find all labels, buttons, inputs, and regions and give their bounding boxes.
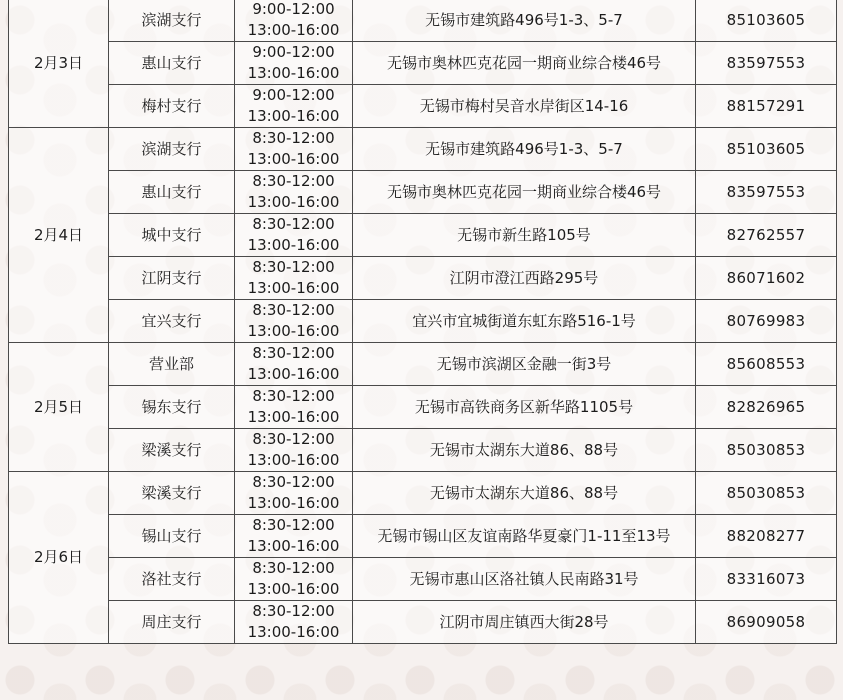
- morning-hours: 8:30-12:00: [252, 602, 335, 620]
- table-row: [9, 558, 837, 601]
- afternoon-hours: 13:00-16:00: [247, 365, 340, 383]
- afternoon-hours: 13:00-16:00: [247, 107, 340, 125]
- branch-name-cell: 营业部: [109, 343, 235, 386]
- branch-name-cell: 周庄支行: [109, 601, 235, 644]
- branch-name-cell: 滨湖支行: [109, 128, 235, 171]
- address-cell: 无锡市太湖东大道86、88号: [353, 472, 696, 515]
- morning-hours: 8:30-12:00: [252, 387, 335, 405]
- afternoon-hours: 13:00-16:00: [247, 623, 340, 641]
- address-cell: 无锡市建筑路496号1-3、5-7: [353, 0, 696, 42]
- phone-cell: 85103605: [696, 0, 837, 42]
- business-hours-cell: [235, 515, 353, 558]
- date-cell: 2月6日: [9, 472, 109, 644]
- address-cell: 无锡市奥林匹克花园一期商业综合楼46号: [353, 42, 696, 85]
- afternoon-hours: 13:00-16:00: [247, 21, 340, 39]
- table-row: [9, 42, 837, 85]
- business-hours-cell: [235, 42, 353, 85]
- business-hours-cell: [235, 300, 353, 343]
- morning-hours: 8:30-12:00: [252, 129, 335, 147]
- phone-cell: 82826965: [696, 386, 837, 429]
- phone-cell: 82762557: [696, 214, 837, 257]
- phone-cell: 85030853: [696, 429, 837, 472]
- afternoon-hours: 13:00-16:00: [247, 322, 340, 340]
- schedule-body: [9, 0, 837, 644]
- table-row: [9, 386, 837, 429]
- branch-name-cell: 城中支行: [109, 214, 235, 257]
- phone-cell: 85103605: [696, 128, 837, 171]
- date-cell: 2月3日: [9, 0, 109, 128]
- branch-name-cell: 宜兴支行: [109, 300, 235, 343]
- address-cell: 无锡市滨湖区金融一街3号: [353, 343, 696, 386]
- branch-name-cell: 洛社支行: [109, 558, 235, 601]
- branch-name-cell: 梅村支行: [109, 85, 235, 128]
- morning-hours: 8:30-12:00: [252, 344, 335, 362]
- table-row: [9, 257, 837, 300]
- afternoon-hours: 13:00-16:00: [247, 193, 340, 211]
- phone-cell: 88208277: [696, 515, 837, 558]
- branch-name-cell: 锡东支行: [109, 386, 235, 429]
- address-cell: 无锡市惠山区洛社镇人民南路31号: [353, 558, 696, 601]
- address-cell: 无锡市梅村吴音水岸街区14-16: [353, 85, 696, 128]
- table-row: [9, 515, 837, 558]
- afternoon-hours: 13:00-16:00: [247, 580, 340, 598]
- address-cell: 无锡市新生路105号: [353, 214, 696, 257]
- address-cell: 宜兴市宜城街道东虹东路516-1号: [353, 300, 696, 343]
- table-row: [9, 85, 837, 128]
- table-row: [9, 472, 837, 515]
- address-cell: 无锡市奥林匹克花园一期商业综合楼46号: [353, 171, 696, 214]
- address-cell: 无锡市高铁商务区新华路1105号: [353, 386, 696, 429]
- morning-hours: 8:30-12:00: [252, 301, 335, 319]
- morning-hours: 8:30-12:00: [252, 473, 335, 491]
- business-hours-cell: [235, 343, 353, 386]
- branch-name-cell: 江阴支行: [109, 257, 235, 300]
- table-row: [9, 214, 837, 257]
- business-hours-cell: [235, 601, 353, 644]
- table-row: [9, 0, 837, 42]
- afternoon-hours: 13:00-16:00: [247, 64, 340, 82]
- afternoon-hours: 13:00-16:00: [247, 451, 340, 469]
- date-cell: 2月5日: [9, 343, 109, 472]
- phone-cell: 86071602: [696, 257, 837, 300]
- branch-name-cell: 滨湖支行: [109, 0, 235, 42]
- morning-hours: 8:30-12:00: [252, 258, 335, 276]
- table-row: [9, 171, 837, 214]
- morning-hours: 8:30-12:00: [252, 559, 335, 577]
- phone-cell: 85030853: [696, 472, 837, 515]
- address-cell: 无锡市太湖东大道86、88号: [353, 429, 696, 472]
- morning-hours: 9:00-12:00: [252, 86, 335, 104]
- afternoon-hours: 13:00-16:00: [247, 236, 340, 254]
- address-cell: 江阴市澄江西路295号: [353, 257, 696, 300]
- morning-hours: 9:00-12:00: [252, 43, 335, 61]
- business-hours-cell: [235, 85, 353, 128]
- phone-cell: 86909058: [696, 601, 837, 644]
- business-hours-cell: [235, 171, 353, 214]
- phone-cell: 85608553: [696, 343, 837, 386]
- phone-cell: 83316073: [696, 558, 837, 601]
- morning-hours: 8:30-12:00: [252, 516, 335, 534]
- morning-hours: 8:30-12:00: [252, 430, 335, 448]
- business-hours-cell: [235, 214, 353, 257]
- business-hours-cell: [235, 429, 353, 472]
- table-row: [9, 300, 837, 343]
- phone-cell: 88157291: [696, 85, 837, 128]
- branch-name-cell: 惠山支行: [109, 171, 235, 214]
- business-hours-cell: [235, 257, 353, 300]
- business-hours-cell: [235, 386, 353, 429]
- business-hours-cell: [235, 472, 353, 515]
- branch-name-cell: 梁溪支行: [109, 472, 235, 515]
- table-row: [9, 128, 837, 171]
- morning-hours: 8:30-12:00: [252, 215, 335, 233]
- afternoon-hours: 13:00-16:00: [247, 150, 340, 168]
- phone-cell: 80769983: [696, 300, 837, 343]
- address-cell: 江阴市周庄镇西大街28号: [353, 601, 696, 644]
- afternoon-hours: 13:00-16:00: [247, 494, 340, 512]
- branch-schedule-table: [8, 0, 837, 644]
- business-hours-cell: [235, 0, 353, 42]
- afternoon-hours: 13:00-16:00: [247, 408, 340, 426]
- branch-name-cell: 惠山支行: [109, 42, 235, 85]
- table-row: [9, 429, 837, 472]
- address-cell: 无锡市建筑路496号1-3、5-7: [353, 128, 696, 171]
- table-row: [9, 343, 837, 386]
- date-cell: 2月4日: [9, 128, 109, 343]
- afternoon-hours: 13:00-16:00: [247, 279, 340, 297]
- afternoon-hours: 13:00-16:00: [247, 537, 340, 555]
- morning-hours: 8:30-12:00: [252, 172, 335, 190]
- branch-name-cell: 梁溪支行: [109, 429, 235, 472]
- branch-name-cell: 锡山支行: [109, 515, 235, 558]
- business-hours-cell: [235, 128, 353, 171]
- morning-hours: 9:00-12:00: [252, 0, 335, 18]
- phone-cell: 83597553: [696, 42, 837, 85]
- address-cell: 无锡市锡山区友谊南路华夏豪门1-11至13号: [353, 515, 696, 558]
- phone-cell: 83597553: [696, 171, 837, 214]
- table-row: [9, 601, 837, 644]
- business-hours-cell: [235, 558, 353, 601]
